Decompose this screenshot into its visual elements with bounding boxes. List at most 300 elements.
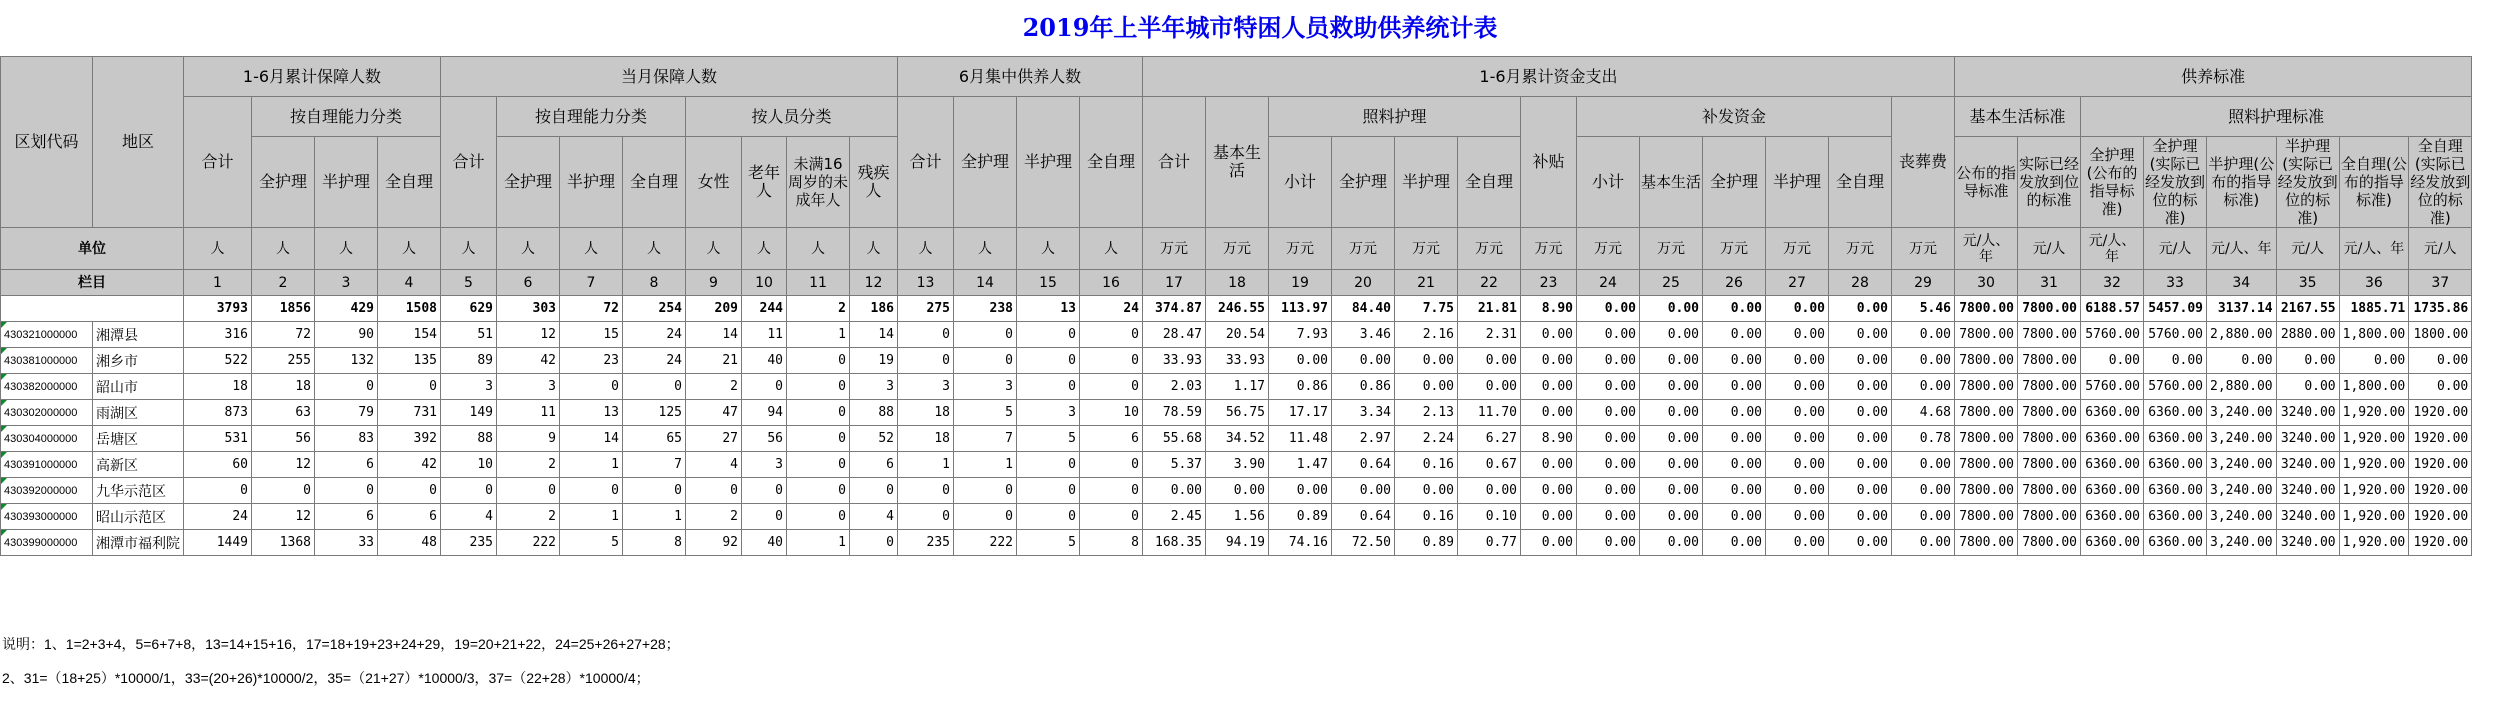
value-cell: 0.64 [1332,504,1395,530]
index-cell: 12 [850,270,898,296]
header-monthly-support: 当月保障人数 [441,57,898,97]
table-row [1,426,2472,452]
value-cell: 0 [787,452,850,478]
index-cell: 27 [1766,270,1829,296]
value-cell: 5760.00 [2081,322,2144,348]
value-cell: 7800.00 [1955,504,2018,530]
value-cell: 0.00 [1766,426,1829,452]
value-cell: 24 [623,322,686,348]
value-cell: 27 [686,426,742,452]
region-code-cell: 430302000000 [1,400,93,426]
value-cell: 56.75 [1206,400,1269,426]
header-centralized-support: 6月集中供养人数 [898,57,1143,97]
header-col-35: 半护理(实际已经发放到位的标准) [2277,137,2338,227]
notes [2,627,2502,695]
value-cell: 0.00 [1577,426,1640,452]
value-cell: 1 [560,452,623,478]
value-cell: 6 [1080,426,1143,452]
index-cell: 36 [2339,270,2409,296]
unit-cell: 元/人 [2409,228,2472,270]
value-cell: 0.00 [1829,426,1892,452]
header-col-14: 全护理 [954,97,1017,228]
value-cell: 0 [787,374,850,400]
value-cell: 0.00 [1766,452,1829,478]
value-cell: 0.00 [1892,530,1955,556]
value-cell: 6360.00 [2144,452,2207,478]
value-cell: 235 [441,530,497,556]
value-cell: 0.00 [1829,530,1892,556]
unit-cell: 人 [850,228,898,270]
header-col-17: 合计 [1143,97,1206,228]
value-cell: 0.00 [1703,452,1766,478]
value-cell: 94 [742,400,787,426]
value-cell: 3240.00 [2276,478,2339,504]
value-cell: 0.00 [1640,348,1703,374]
value-cell: 1800.00 [2409,322,2472,348]
value-cell: 1,920.00 [2339,504,2409,530]
value-cell: 0 [623,478,686,504]
unit-cell: 元/人、年 [2339,228,2409,270]
region-name-cell: 雨湖区 [93,400,184,426]
index-cell: 32 [2081,270,2144,296]
unit-cell: 万元 [1143,228,1206,270]
value-cell: 56 [742,426,787,452]
header-col-34: 半护理(公布的指导标准) [2207,137,2277,228]
value-cell: 0 [742,504,787,530]
header-g5-care: 照料护理标准 [2081,97,2472,137]
value-cell: 6 [378,504,441,530]
value-cell: 6360.00 [2081,478,2144,504]
value-cell: 18 [184,374,252,400]
value-cell: 0.00 [1395,374,1458,400]
value-cell: 0.00 [1395,348,1458,374]
value-cell: 3 [742,452,787,478]
value-cell: 1 [787,322,850,348]
unit-cell: 万元 [1332,228,1395,270]
value-cell: 0 [898,348,954,374]
unit-cell: 万元 [1703,228,1766,270]
index-cell: 31 [2018,270,2081,296]
header-col-27: 半护理 [1766,137,1829,228]
total-cell: 629 [441,296,497,322]
header-col-21: 半护理 [1395,137,1458,228]
total-cell: 7800.00 [2018,296,2081,322]
value-cell: 78.59 [1143,400,1206,426]
value-cell: 0.00 [1766,478,1829,504]
header-g2-person-type: 按人员分类 [686,97,898,137]
value-cell: 0.00 [1703,426,1766,452]
value-cell: 89 [441,348,497,374]
total-cell: 244 [742,296,787,322]
value-cell: 0.00 [1577,348,1640,374]
value-cell: 3.34 [1332,400,1395,426]
value-cell: 0.00 [1521,322,1577,348]
value-cell: 0 [378,478,441,504]
value-cell: 3.46 [1332,322,1395,348]
value-cell: 0.77 [1458,530,1521,556]
value-cell: 4.68 [1892,400,1955,426]
header-col-12: 残疾人 [850,137,898,228]
value-cell: 0.67 [1458,452,1521,478]
header-col-2: 全护理 [252,137,315,228]
value-cell: 522 [184,348,252,374]
value-cell: 1920.00 [2409,426,2472,452]
value-cell: 23 [560,348,623,374]
value-cell: 0.00 [1892,452,1955,478]
value-cell: 8 [623,530,686,556]
total-cell: 0.00 [1640,296,1703,322]
index-cell: 17 [1143,270,1206,296]
value-cell: 0.00 [1640,530,1703,556]
index-cell: 25 [1640,270,1703,296]
value-cell: 0.78 [1892,426,1955,452]
unit-cell: 万元 [1206,228,1269,270]
region-name-cell: 韶山市 [93,374,184,400]
value-cell: 3 [1017,400,1080,426]
value-cell: 7.93 [1269,322,1332,348]
index-cell: 37 [2409,270,2472,296]
value-cell: 5760.00 [2144,374,2207,400]
value-cell: 0.00 [1892,322,1955,348]
header-col-3: 半护理 [315,137,378,228]
header-col-33: 全护理(实际已经发放到位的标准) [2145,137,2206,227]
total-cell: 72 [560,296,623,322]
value-cell: 0.00 [1829,374,1892,400]
value-cell: 3240.00 [2276,452,2339,478]
value-cell: 7800.00 [1955,348,2018,374]
index-cell: 34 [2207,270,2277,296]
value-cell: 0.00 [2207,348,2277,374]
value-cell: 0.00 [1703,348,1766,374]
value-cell: 2,880.00 [2207,374,2277,400]
unit-cell: 元/人 [2144,228,2207,270]
value-cell: 12 [252,504,315,530]
value-cell: 0 [1017,322,1080,348]
unit-cell: 元/人 [2276,228,2339,270]
total-cell: 2167.55 [2276,296,2339,322]
value-cell: 6 [315,504,378,530]
value-cell: 1,920.00 [2339,478,2409,504]
value-cell: 20.54 [1206,322,1269,348]
value-cell: 0.00 [1892,504,1955,530]
value-cell: 1,800.00 [2339,322,2409,348]
value-cell: 0.00 [1206,478,1269,504]
value-cell: 135 [378,348,441,374]
value-cell: 0.00 [1766,374,1829,400]
total-cell: 3793 [184,296,252,322]
index-cell: 26 [1703,270,1766,296]
value-cell: 0.16 [1395,504,1458,530]
value-cell: 18 [898,426,954,452]
value-cell: 0.00 [1703,504,1766,530]
value-cell: 63 [252,400,315,426]
total-cell: 7.75 [1395,296,1458,322]
value-cell: 7800.00 [2018,478,2081,504]
value-cell: 0.00 [1703,530,1766,556]
note-line-1: 说明：1、1=2+3+4，5=6+7+8，13=14+15+16，17=18+19+23+24+29，19=20+21+22，24=25+26+27+28； [2,636,680,652]
value-cell: 7800.00 [2018,322,2081,348]
value-cell: 0 [954,348,1017,374]
index-cell: 8 [623,270,686,296]
header-cumulative-support: 1-6月累计保障人数 [184,57,441,97]
index-label: 栏目 [1,270,184,296]
value-cell: 0.89 [1269,504,1332,530]
value-cell: 12 [497,322,560,348]
value-cell: 92 [686,530,742,556]
header-col-20: 全护理 [1332,137,1395,228]
total-cell: 2 [787,296,850,322]
value-cell: 0 [315,374,378,400]
value-cell: 11.70 [1458,400,1521,426]
index-cell: 2 [252,270,315,296]
value-cell: 3,240.00 [2207,426,2277,452]
region-code-cell: 430391000000 [1,452,93,478]
value-cell: 0 [787,504,850,530]
value-cell: 6 [315,452,378,478]
value-cell: 0.00 [1577,374,1640,400]
value-cell: 0 [686,478,742,504]
index-cell: 11 [787,270,850,296]
value-cell: 3 [954,374,1017,400]
value-cell: 34.52 [1206,426,1269,452]
value-cell: 17.17 [1269,400,1332,426]
value-cell: 0 [623,374,686,400]
value-cell: 0.00 [1829,322,1892,348]
value-cell: 0 [787,348,850,374]
header-col-4: 全自理 [378,137,441,228]
value-cell: 2 [497,504,560,530]
index-cell: 20 [1332,270,1395,296]
value-cell: 0.00 [1521,452,1577,478]
value-cell: 7800.00 [2018,530,2081,556]
value-cell: 72 [252,322,315,348]
value-cell: 0.00 [1640,426,1703,452]
value-cell: 1 [954,452,1017,478]
value-cell: 0.00 [1892,374,1955,400]
value-cell: 18 [252,374,315,400]
value-cell: 14 [560,426,623,452]
value-cell: 72.50 [1332,530,1395,556]
value-cell: 731 [378,400,441,426]
value-cell: 47 [686,400,742,426]
value-cell: 7800.00 [1955,530,2018,556]
value-cell: 13 [560,400,623,426]
header-col-31: 实际已经发放到位的标准 [2018,137,2081,228]
value-cell: 0 [1080,374,1143,400]
table-row [1,348,2472,374]
index-cell: 24 [1577,270,1640,296]
value-cell: 0 [441,478,497,504]
total-cell: 8.90 [1521,296,1577,322]
value-cell: 0.00 [1458,348,1521,374]
unit-cell: 万元 [1269,228,1332,270]
value-cell: 6360.00 [2081,530,2144,556]
total-cell: 1735.86 [2409,296,2472,322]
header-col-32: 全护理(公布的指导标准) [2081,137,2144,228]
value-cell: 51 [441,322,497,348]
index-cell: 10 [742,270,787,296]
value-cell: 0.64 [1332,452,1395,478]
value-cell: 0.00 [1577,322,1640,348]
value-cell: 1,920.00 [2339,530,2409,556]
index-cell: 23 [1521,270,1577,296]
value-cell: 5 [954,400,1017,426]
value-cell: 3 [497,374,560,400]
value-cell: 7800.00 [2018,504,2081,530]
value-cell: 316 [184,322,252,348]
total-cell: 5457.09 [2144,296,2207,322]
header-col-7: 半护理 [560,137,623,228]
value-cell: 2 [497,452,560,478]
unit-row [1,228,2472,270]
total-cell: 254 [623,296,686,322]
index-cell: 18 [1206,270,1269,296]
value-cell: 0 [954,504,1017,530]
unit-label: 单位 [1,228,184,270]
value-cell: 132 [315,348,378,374]
value-cell: 7800.00 [1955,426,2018,452]
value-cell: 1920.00 [2409,478,2472,504]
index-cell: 19 [1269,270,1332,296]
value-cell: 1 [560,504,623,530]
value-cell: 1920.00 [2409,504,2472,530]
header-g5-basic: 基本生活标准 [1955,97,2081,137]
value-cell: 222 [497,530,560,556]
value-cell: 0.00 [1521,478,1577,504]
value-cell: 3240.00 [2276,426,2339,452]
region-name-cell: 高新区 [93,452,184,478]
index-cell: 6 [497,270,560,296]
table-row [1,504,2472,530]
value-cell: 0.00 [2409,348,2472,374]
value-cell: 0 [1017,504,1080,530]
table-row [1,452,2472,478]
value-cell: 7800.00 [1955,452,2018,478]
value-cell: 88 [850,400,898,426]
value-cell: 0.00 [1703,478,1766,504]
total-cell: 113.97 [1269,296,1332,322]
value-cell: 0.00 [1577,504,1640,530]
unit-cell: 人 [315,228,378,270]
value-cell: 3.90 [1206,452,1269,478]
unit-cell: 元/人、年 [2207,228,2277,270]
value-cell: 0 [787,400,850,426]
value-cell: 0 [184,478,252,504]
region-code-cell: 430392000000 [1,478,93,504]
value-cell: 0 [378,374,441,400]
value-cell: 0.00 [1577,400,1640,426]
value-cell: 0.00 [1766,400,1829,426]
value-cell: 0.00 [2276,374,2339,400]
value-cell: 0.00 [1458,478,1521,504]
header-g4-care: 照料护理 [1269,97,1521,137]
value-cell: 0 [252,478,315,504]
region-name-cell: 岳塘区 [93,426,184,452]
value-cell: 149 [441,400,497,426]
value-cell: 2.45 [1143,504,1206,530]
index-cell: 1 [184,270,252,296]
total-cell: 1856 [252,296,315,322]
index-cell: 13 [898,270,954,296]
value-cell: 0.00 [1640,400,1703,426]
value-cell: 5 [1017,426,1080,452]
value-cell: 1,920.00 [2339,452,2409,478]
value-cell: 3240.00 [2276,504,2339,530]
value-cell: 6360.00 [2144,400,2207,426]
value-cell: 0.00 [1521,400,1577,426]
header-support-standard: 供养标准 [1955,57,2472,97]
header-col-1: 合计 [184,97,252,228]
value-cell: 4 [686,452,742,478]
header-col-19: 小计 [1269,137,1332,228]
value-cell: 0.00 [1521,348,1577,374]
value-cell: 0 [1017,374,1080,400]
table-row [1,374,2472,400]
index-cell: 7 [560,270,623,296]
unit-cell: 人 [497,228,560,270]
value-cell: 0.16 [1395,452,1458,478]
value-cell: 6 [850,452,898,478]
unit-cell: 人 [1017,228,1080,270]
value-cell: 11 [742,322,787,348]
header-region-code: 区划代码 [1,57,93,228]
value-cell: 3 [850,374,898,400]
unit-cell: 人 [898,228,954,270]
header-col-15: 半护理 [1017,97,1080,228]
value-cell: 0 [1017,348,1080,374]
value-cell: 0 [898,478,954,504]
value-cell: 0 [1017,452,1080,478]
value-cell: 2.31 [1458,322,1521,348]
value-cell: 0.00 [1829,452,1892,478]
value-cell: 0.86 [1332,374,1395,400]
value-cell: 1 [898,452,954,478]
unit-cell: 人 [184,228,252,270]
total-cell: 275 [898,296,954,322]
value-cell: 0 [1080,452,1143,478]
value-cell: 6360.00 [2081,400,2144,426]
header-fund-expenditure: 1-6月累计资金支出 [1143,57,1955,97]
table-row [1,400,2472,426]
header-col-29: 丧葬费 [1892,97,1955,228]
value-cell: 40 [742,530,787,556]
value-cell: 0 [560,478,623,504]
value-cell: 1 [623,504,686,530]
value-cell: 48 [378,530,441,556]
unit-cell: 万元 [1766,228,1829,270]
value-cell: 0.00 [2144,348,2207,374]
total-cell: 0.00 [1703,296,1766,322]
unit-cell: 元/人、年 [2081,228,2144,270]
value-cell: 6360.00 [2144,478,2207,504]
value-cell: 0 [850,478,898,504]
value-cell: 531 [184,426,252,452]
value-cell: 3 [441,374,497,400]
index-cell: 30 [1955,270,2018,296]
value-cell: 0 [560,374,623,400]
value-cell: 6360.00 [2081,504,2144,530]
header-col-26: 全护理 [1703,137,1766,228]
total-cell: 24 [1080,296,1143,322]
index-cell: 14 [954,270,1017,296]
value-cell: 9 [497,426,560,452]
region-code-cell: 430399000000 [1,530,93,556]
value-cell: 2,880.00 [2207,322,2277,348]
value-cell: 0.00 [1521,530,1577,556]
value-cell: 0.00 [1577,452,1640,478]
value-cell: 0.00 [1766,322,1829,348]
value-cell: 0 [742,374,787,400]
